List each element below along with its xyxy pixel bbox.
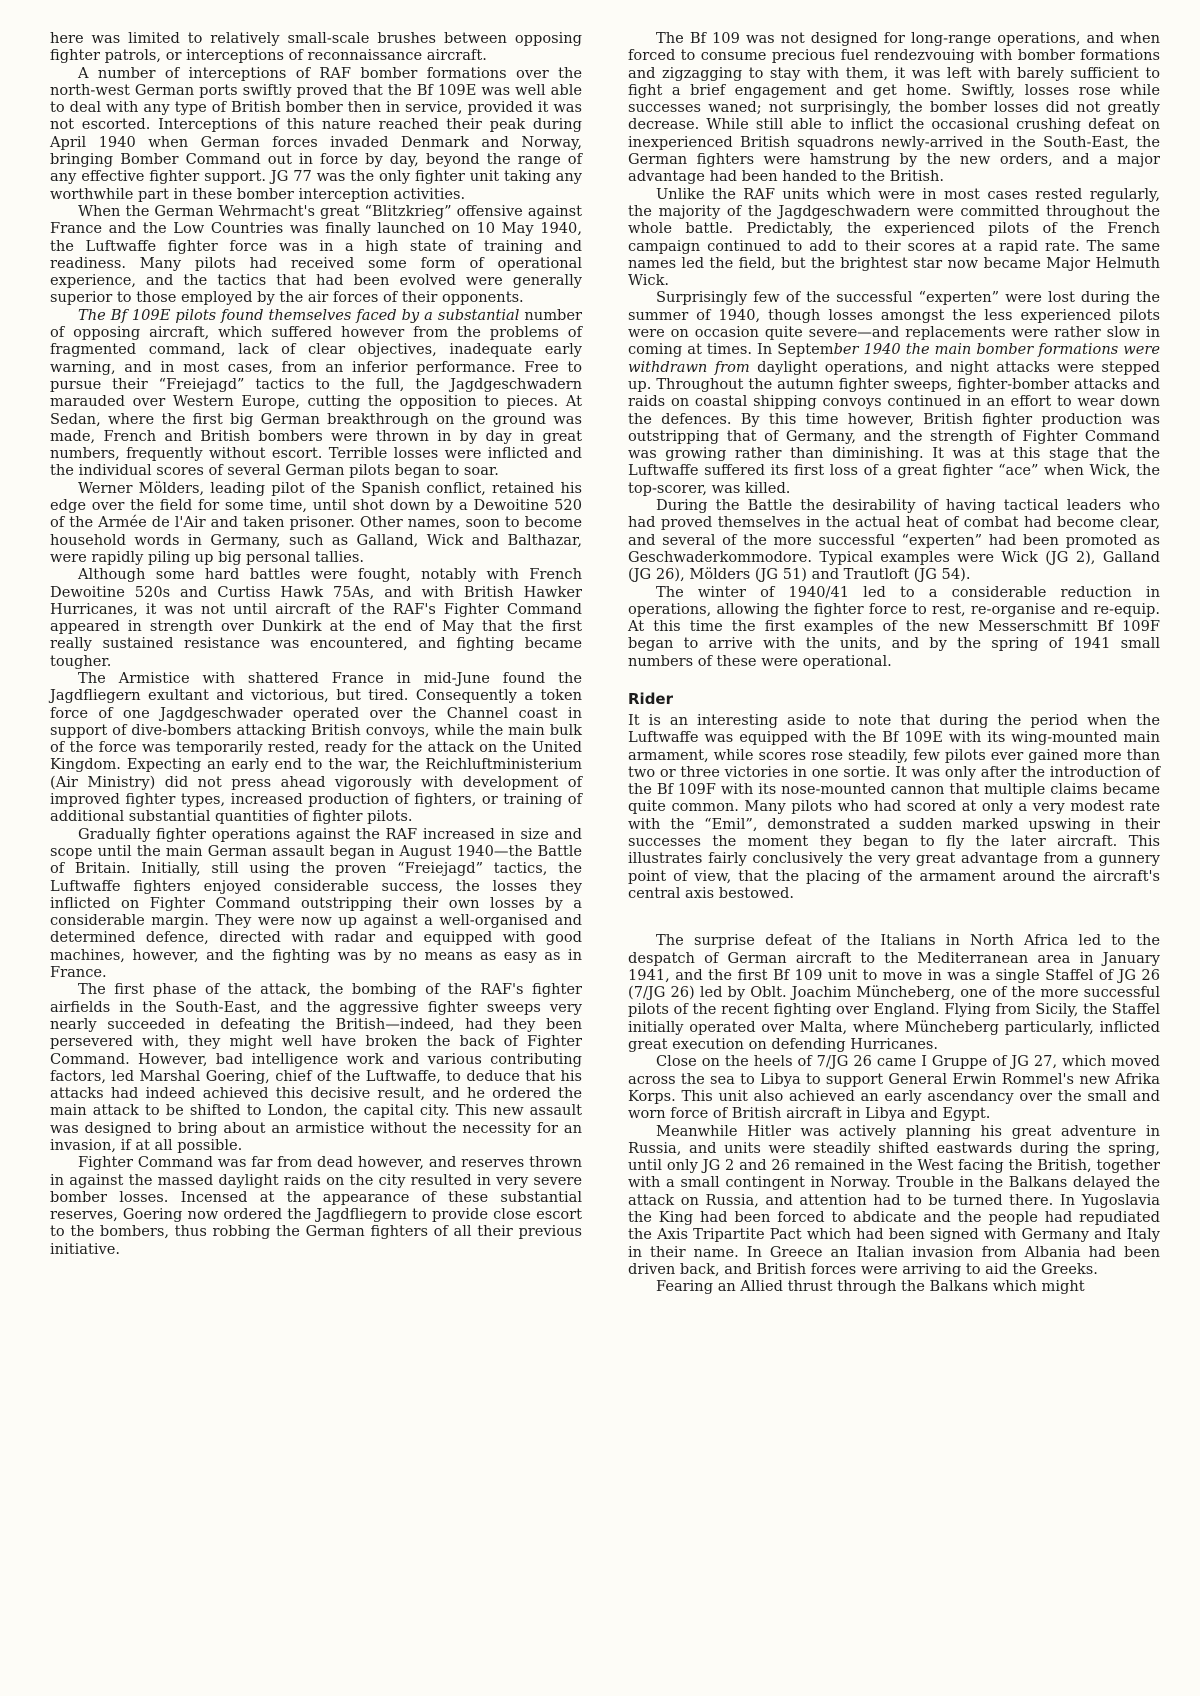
paragraph-fighter-command: Fighter Command was far from dead however, and reserves thrown in against the massed daylight raids on the city resulted in very severe bomber losses. Incensed at the appearance of these substantial reserves, Goering now ordered the Jagdfliegern to provide close escort to the bombers, thus robbing the German fighters of all their previous initiative.	[50, 1154, 582, 1258]
paragraph-bf109e-pilots	[50, 307, 582, 480]
paragraph-north-africa: The surprise defeat of the Italians in North Africa led to the despatch of German aircraft to the Mediterranean area in January 1941, and the first Bf 109 unit to move in was a single Staffel of JG 26 (7/JG 26) led by Oblt. Joachim Müncheberg, one of the more successful pilots of the recent fighting over England. Flying from Sicily, the Staffel initially operated over Malta, where Müncheberg particularly, inflicted great execution on defending Hurricanes.	[628, 932, 1160, 1054]
paragraph-long-range: The Bf 109 was not designed for long-range operations, and when forced to consume precious fuel rendezvouing with bomber formations and zigzagging to stay with them, it was left with barely sufficient to fight a brief engagement and get home. Swiftly, losses rose while successes waned; not surprisingly, the bomber losses did not greatly decrease. While still able to inflict the occasional crushing defeat on inexperienced British squadrons newly-arrived in the South-East, the German fighters were hamstrung by the new orders, and a major advantage had been handed to the British.	[628, 30, 1160, 186]
rider-text: It is an interesting aside to note that during the period when the Luftwaffe was equipped with the Bf 109E with its wing-mounted main armament, while scores rose steadily, few pilots ever gained more than two or three victories in one sortie. It was only after the introduction of the Bf 109F with its nose-mounted cannon that multiple claims became quite common. Many pilots who had scored at only a very modest rate with the “Emil”, demonstrated a sudden marked upswing in their successes the moment they began to fly the later aircraft. This illustrates fairly conclusively the very great advantage from a gunnery point of view, that the placing of the armament around the aircraft's central axis bestowed.	[628, 711, 1160, 902]
paragraph-text: daylight operations, and night attacks were stepped up. Throughout the autumn fighter sweeps, fighter-bomber attacks and raids on coastal shipping convoys continued in an effort to wear down the defences. By this time however, British fighter production was outstripping that of Germany, and the strength of Fighter Command was growing rather than diminishing. It was at this stage that the Luftwaffe suffered its first loss of a great fighter “ace” when Wick, the top-scorer, was killed.	[628, 358, 1160, 497]
paragraph-tactical-leaders: During the Battle the desirability of having tactical leaders who had proved themselves in the actual heat of combat had become clear, and several of the more successful “experten” had been promoted as Geschwaderkommodore. Typical examples were Wick (JG 2), Galland (JG 26), Mölders (JG 51) and Trautloft (JG 54).	[628, 497, 1160, 584]
left-column	[50, 30, 582, 1258]
paragraph-jagdgeschwadern: Unlike the RAF units which were in most cases rested regularly, the majority of the Jagdgeschwadern were committed throughout the whole battle. Predictably, the experienced pilots of the French campaign continued to add to their scores at a rapid rate. The same names led the field, but the brightest star now became Major Helmuth Wick.	[628, 185, 1160, 290]
paragraph-first-phase: The first phase of the attack, the bombing of the RAF's fighter airfields in the South-East, and the aggressive fighter sweeps very nearly succeeded in defeating the British—indeed, had they been persevered with, they might well have broken the back of Fighter Command. However, bad intelligence work and various contributing factors, led Marshal Goering, chief of the Luftwaffe, to deduce that his attacks had indeed achieved this decisive result, and he ordered the main attack to be shifted to London, the capital city. This new assault was designed to bring about an armistice without the necessity for an invasion, if at all possible.	[50, 981, 582, 1154]
italic-phrase: ber 1940 the main bomber formations were withdrawn from	[628, 341, 1160, 376]
paragraph-blitzkrieg: When the German Wehrmacht's great “Blitzkrieg” offensive against France and the Low Countries was finally launched on 10 May 1940, the Luftwaffe fighter force was in a high state of training and readiness. Many pilots had received some form of operational experience, and the tactics that had been evolved were generally superior to those employed by the air forces of their opponents.	[50, 202, 582, 307]
right-column	[628, 30, 1160, 1295]
paragraph-allied-thrust: Fearing an Allied thrust through the Balkans which might	[656, 1278, 1085, 1296]
paragraph-hard-battles: Although some hard battles were fought, notably with French Dewoitine 520s and Curtiss Hawk 75As, and with British Hawker Hurricanes, it was not until aircraft of the RAF's Fighter Command appeared in strength over Dunkirk at the end of May that the first really sustained resistance was encountered, and fighting became tougher.	[50, 566, 582, 670]
paragraph-jg27-libya: Close on the heels of 7/JG 26 came I Gruppe of JG 27, which moved across the sea to Libya to support General Erwin Rommel's new Afrika Korps. This unit also achieved an early ascendancy over the small and worn force of British aircraft in Libya and Egypt.	[628, 1053, 1160, 1123]
paragraph-continued: here was limited to relatively small-scale brushes between opposing fighter patrols, or interceptions of reconnaissance aircraft.	[50, 30, 582, 65]
paragraph-text: number of opposing aircraft, which suffered however from the problems of fragmented command, lack of clear objectives, inadequate early warning, and in most cases, from an inferior performance. Free to pursue their “Freiejagd” tactics to the full, the Jagdgeschwadern marauded over Western Europe, cutting the opposition to pieces. At Sedan, where the first big German breakthrough on the ground was made, French and British bombers were thrown in by day in great numbers, frequently without escort. Terrible losses were inflicted and the individual scores of several German pilots began to soar.	[50, 306, 582, 480]
paragraph-experten-losses	[628, 289, 1160, 497]
paragraph-russia-balkans: Meanwhile Hitler was actively planning his great adventure in Russia, and units were steadily shifted eastwards during the spring, until only JG 2 and 26 remained in the West facing the British, together with a small contingent in Norway. Trouble in the Balkans delayed the attack on Russia, and attention had to be turned there. In Yugoslavia the King had been forced to abdicate and the people had repudiated the Axis Tripartite Pact which had been signed with Germany and Italy in their name. In Greece an Italian invasion from Albania had been driven back, and British forces were arriving to aid the Greeks.	[628, 1122, 1160, 1278]
rider-heading: Rider	[628, 689, 673, 708]
paragraph-bomber-interceptions: A number of interceptions of RAF bomber formations over the north-west German ports swiftly proved that the Bf 109E was well able to deal with any type of British bomber then in service, provided it was not escorted. Interceptions of this nature reached their peak during April 1940 when German forces invaded Denmark and Norway, bringing Bomber Command out in force by day, beyond the range of any effective fighter support. JG 77 was the only fighter unit taking any worthwhile part in these bomber interception activities.	[50, 64, 582, 203]
paragraph-armistice: The Armistice with shattered France in mid-June found the Jagdfliegern exultant and victorious, but tired. Consequently a token force of one Jagdgeschwader operated over the Channel coast in support of dive-bombers attacking British convoys, while the main bulk of the force was temporarily rested, ready for the attack on the United Kingdom. Expecting an early end to the war, the Reichluftministerium (Air Ministry) did not press ahead vigorously with development of improved fighter types, increased production of fighters, or training of additional substantial quantities of fighter pilots.	[50, 669, 582, 826]
paragraph-winter-1940: The winter of 1940/41 led to a considerable reduction in operations, allowing the fighter force to rest, re-organise and re-equip. At this time the first examples of the new Messerschmitt Bf 109F began to arrive with the units, and by the spring of 1941 small numbers of these were operational.	[628, 583, 1160, 670]
italic-phrase: The Bf 109E pilots found themselves faced by a substantial	[78, 306, 520, 324]
paragraph-battle-of-britain: Gradually fighter operations against the RAF increased in size and scope until the main German assault began in August 1940—the Battle of Britain. Initially, still using the proven “Freiejagd” tactics, the Luftwaffe fighters enjoyed considerable success, the losses they inflicted on Fighter Command outstripping their own losses by a considerable margin. They were now up against a well-organised and determined defence, directed with radar and equipped with good machines, however, and the fighting was by no means as easy as in France.	[50, 825, 582, 982]
paragraph-text: Surprisingly few of the successful “experten” were lost during the summer of 1940, though losses amongst the less experienced pilots were on occasion quite severe—and replacements were rather slow in coming at times. In Septem	[628, 289, 1160, 359]
paragraph-molders: Werner Mölders, leading pilot of the Spanish conflict, retained his edge over the field for some time, until shot down by a Dewoitine 520 of the Armée de l'Air and taken prisoner. Other names, soon to become household words in Germany, such as Galland, Wick and Balthazar, were rapidly piling up big personal tallies.	[50, 479, 582, 566]
